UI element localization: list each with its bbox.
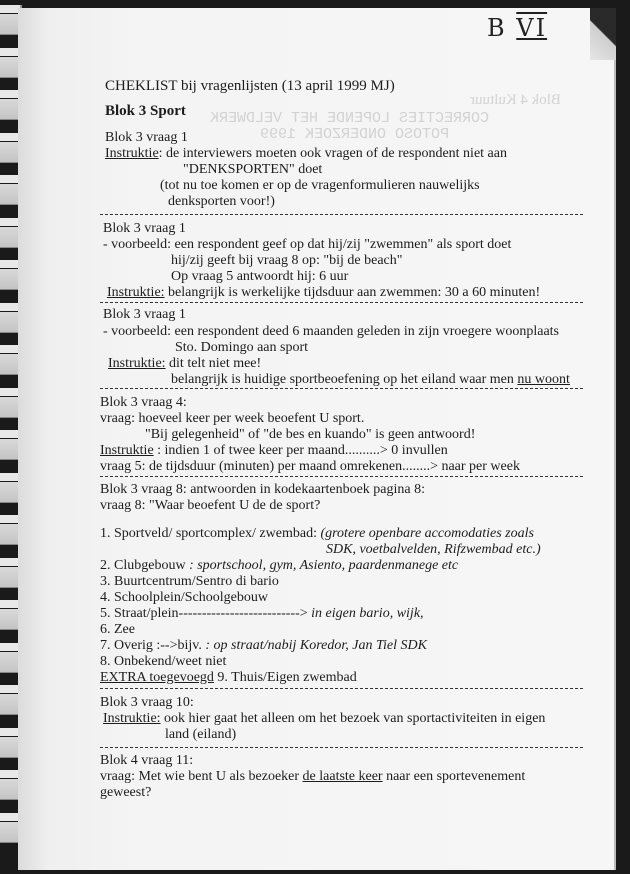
title-rest: bij vragenlijsten (13 april 1999 MJ) <box>180 78 395 94</box>
emphasis-underline: nu woont <box>517 372 570 387</box>
block-text: - voorbeeld: een respondent geef op dat hij/zij "zwemmen" als sport doet <box>103 237 512 252</box>
block-text: land (eiland) <box>165 727 237 742</box>
block-text: denksporten voor!) <box>168 194 275 209</box>
block-text-part: vraag: Met wie bent U als bezoeker <box>100 769 303 784</box>
option-item: 4. Schoolplein/Schoolgebouw <box>100 590 268 605</box>
section-heading: Blok 3 Sport <box>105 103 186 119</box>
block-text: vraag 5: de tijdsduur (minuten) per maand omrekenen........> naar per week <box>100 459 520 474</box>
block-text: geweest? <box>100 785 152 800</box>
emphasis-underline: de laatste keer <box>302 769 383 784</box>
option-label: 7. Overig :-->bijv. <box>100 638 202 653</box>
instruction-line <box>107 285 540 301</box>
instruction-label: Instruktie <box>105 146 159 161</box>
option-item: 8. Onbekend/weet niet <box>100 654 227 669</box>
extra-option <box>100 670 357 686</box>
block-heading: Blok 3 vraag 1 <box>105 130 188 145</box>
block-heading: Blok 3 vraag 8: antwoorden in kodekaartenboek pagina 8: <box>100 482 426 497</box>
instruction-line <box>100 443 448 459</box>
option-item: 6. Zee <box>100 622 135 637</box>
instruction-line <box>103 711 545 727</box>
page-mark-roman: VI <box>516 14 548 42</box>
option-label: 5. Straat/plein--------------------------> <box>100 606 308 621</box>
option-label: 2. Clubgebouw <box>100 558 186 573</box>
block-text: - voorbeeld: een respondent deed 6 maanden geleden in zijn vroegere woonplaats <box>103 324 559 339</box>
block-text <box>100 769 525 785</box>
title-caps: CHEKLIST <box>105 78 178 94</box>
block-text: Sto. Domingo aan sport <box>175 340 308 355</box>
block-heading: Blok 3 vraag 1 <box>103 307 186 322</box>
block-heading: Blok 3 vraag 4: <box>100 395 187 410</box>
instruction-label: Instruktie: <box>108 356 166 371</box>
document-title <box>105 78 395 94</box>
divider <box>100 214 583 215</box>
block-text: "Bij gelegenheid" of "de bes en kuando" is geen antwoord! <box>145 427 476 442</box>
bleed-through-text: CORRECTIES LOPENDE HET VELDWERK <box>210 110 490 127</box>
block-text-part: belangrijk is huidige sportbeoefening op het eiland waar men <box>171 372 518 387</box>
block-text: "DENKSPORTEN" doet <box>183 162 323 177</box>
option-note: in eigen bario, wijk, <box>307 606 424 621</box>
block-text: (tot nu toe komen er op de vragenformulieren nauwelijks <box>160 178 480 193</box>
option-item: 3. Buurtcentrum/Sentro di bario <box>100 574 279 589</box>
option-note: : sportschool, gym, Asiento, paardenmanege etc <box>185 558 459 573</box>
option-item <box>100 526 534 542</box>
block-text-part: naar een sportevenement <box>382 769 526 784</box>
option-note: : op straat/nabij Koredor, Jan Tiel SDK <box>201 638 427 653</box>
option-label: 1. Sportveld/ sportcomplex/ zwembad: <box>100 526 317 541</box>
page-mark-letter: B <box>487 14 507 42</box>
instruction-label: Instruktie <box>100 443 154 458</box>
block-heading: Blok 3 vraag 1 <box>103 221 186 236</box>
block-text: : de interviewers moeten ook vragen of de respondent niet aan <box>158 146 507 161</box>
option-note: SDK, voetbalvelden, Rifzwembad etc.) <box>326 542 541 557</box>
page-edge <box>614 60 616 870</box>
block-text: vraag: hoeveel keer per week beoefent U sport. <box>100 411 365 426</box>
block-text: : indien 1 of twee keer per maand..........> 0 invullen <box>153 443 448 458</box>
bleed-through-text: Blok 4 Kultuur <box>470 92 561 108</box>
divider <box>100 747 583 748</box>
instruction-line <box>108 356 261 372</box>
option-item <box>100 606 424 622</box>
divider <box>100 476 583 477</box>
option-note: (grotere openbare accomodaties zoals <box>316 526 534 541</box>
divider <box>100 688 583 689</box>
block-text: Op vraag 5 antwoordt hij: 6 uur <box>171 269 349 284</box>
extra-text: 9. Thuis/Eigen zwembad <box>213 670 357 685</box>
block-heading: Blok 3 vraag 10: <box>100 695 194 710</box>
instruction-line <box>105 146 507 162</box>
page-mark <box>487 14 547 42</box>
instruction-label: Instruktie: <box>103 711 161 726</box>
divider <box>100 302 583 303</box>
block-text: hij/zij geeft bij vraag 8 op: "bij de beach" <box>171 253 403 268</box>
extra-label: EXTRA toegevoegd <box>100 670 214 685</box>
block-text: dit telt niet mee! <box>165 356 262 371</box>
bleed-through-text: POTOSO ONDERZOEK 1999 <box>260 126 450 143</box>
block-heading: Blok 4 vraag 11: <box>100 753 194 768</box>
block-text: belangrijk is werkelijke tijdsduur aan zwemmen: 30 a 60 minuten! <box>164 285 541 300</box>
block-text: ook hier gaat het alleen om het bezoek van sportactiviteiten in eigen <box>160 711 546 726</box>
option-item <box>100 638 427 654</box>
block-text <box>171 372 570 388</box>
block-text: vraag 8: "Waar beoefent U de de sport? <box>100 498 321 513</box>
instruction-label: Instruktie: <box>107 285 165 300</box>
divider <box>100 388 583 389</box>
folded-corner <box>590 8 616 60</box>
option-item <box>100 558 458 574</box>
